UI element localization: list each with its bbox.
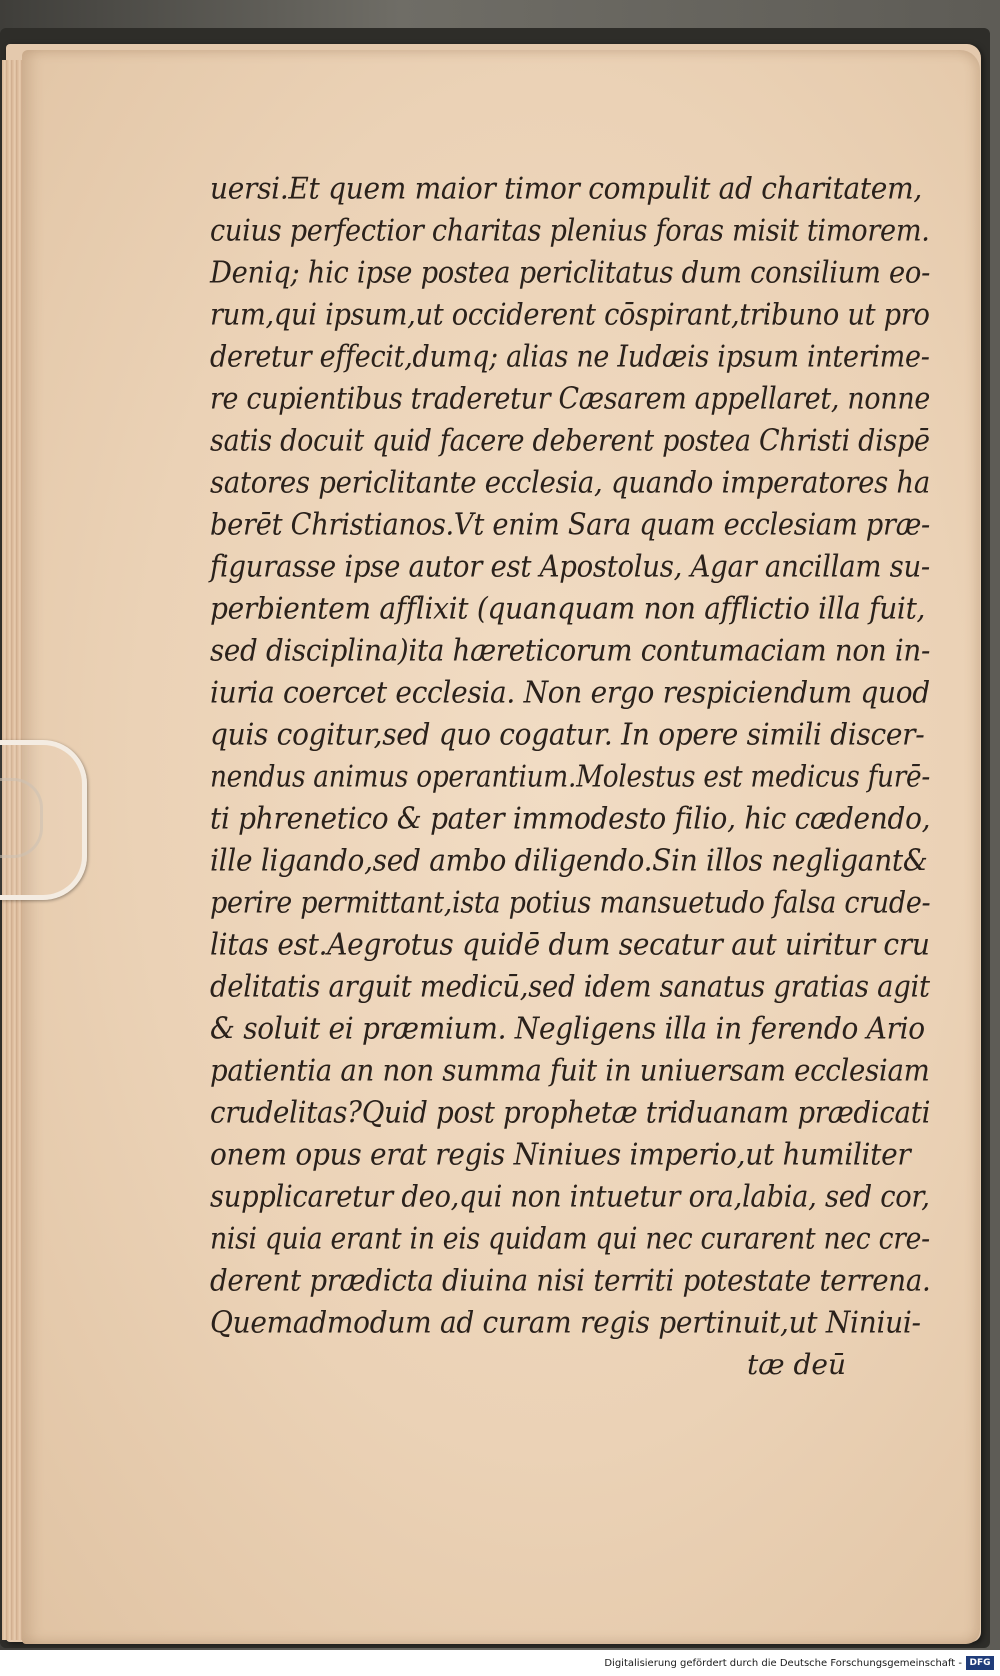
text-line: delitatis arguit medicū,sed idem sanatus gratias agit: [210, 968, 930, 1004]
text-line: cuius perfectior charitas plenius foras misit timorem.: [210, 212, 930, 248]
text-line: nendus animus operantium.Molestus est medicus furē-: [210, 758, 930, 794]
text-line: perbientem afflixit (quanquam non afflictio illa fuit,: [210, 590, 926, 626]
text-line: sed disciplina)ita hæreticorum contumaciam non in-: [210, 632, 931, 668]
footer-credit: Digitalisierung gefördert durch die Deutsche Forschungsgemeinschaft -: [604, 1658, 962, 1669]
text-line: deretur effecit,dumq; alias ne Iudæis ipsum interime-: [210, 338, 930, 374]
text-line: ille ligando,sed ambo diligendo.Sin illos negligant&: [210, 842, 928, 878]
text-line: rum,qui ipsum,ut occiderent cōspirant,tribuno ut pro: [210, 296, 930, 332]
text-line: Deniq; hic ipse postea periclitatus dum consilium eo-: [210, 254, 931, 290]
page-text-block: [210, 168, 930, 1386]
text-line: berēt Christianos.Vt enim Sara quam ecclesiam præ-: [210, 506, 930, 542]
text-line: supplicaretur deo,qui non intuetur ora,labia, sed cor,: [210, 1178, 930, 1214]
text-line: satores periclitante ecclesia, quando imperatores ha: [210, 464, 931, 500]
text-line: derent prædicta diuina nisi territi potestate terrena.: [210, 1262, 931, 1298]
catchword: tæ deū: [747, 1348, 846, 1381]
text-line: uersi.Et quem maior timor compulit ad charitatem,: [210, 170, 922, 206]
text-line: onem opus erat regis Niniues imperio,ut humiliter: [210, 1136, 911, 1172]
text-line: satis docuit quid facere deberent postea Christi dispē: [210, 422, 930, 458]
text-line: patientia an non summa fuit in uniuersam ecclesiam: [210, 1052, 930, 1088]
text-line: re cupientibus traderetur Cæsarem appellaret, nonne: [210, 380, 930, 416]
text-line: crudelitas?Quid post prophetæ triduanam prædicati: [210, 1094, 931, 1130]
text-line: litas est.Aegrotus quidē dum secatur aut uiritur cru: [210, 926, 930, 962]
text-line: figurasse ipse autor est Apostolus, Agar ancillam su-: [210, 548, 930, 584]
text-line: nisi quia erant in eis quidam qui nec curarent nec cre-: [210, 1220, 930, 1256]
text-line: iuria coercet ecclesia. Non ergo respiciendum quod: [210, 674, 930, 710]
text-line: quis cogitur,sed quo cogatur. In opere simili discer-: [210, 716, 925, 752]
text-line: ti phrenetico & pater immodesto filio, hic cædendo,: [210, 800, 931, 836]
text-line: perire permittant,ista potius mansuetudo falsa crude-: [210, 884, 931, 920]
dfg-logo: DFG: [966, 1656, 994, 1670]
page-clip: [0, 740, 87, 900]
text-line: & soluit ei præmium. Negligens illa in ferendo Ario: [210, 1010, 925, 1046]
text-line: Quemadmodum ad curam regis pertinuit,ut Niniui-: [210, 1304, 921, 1340]
